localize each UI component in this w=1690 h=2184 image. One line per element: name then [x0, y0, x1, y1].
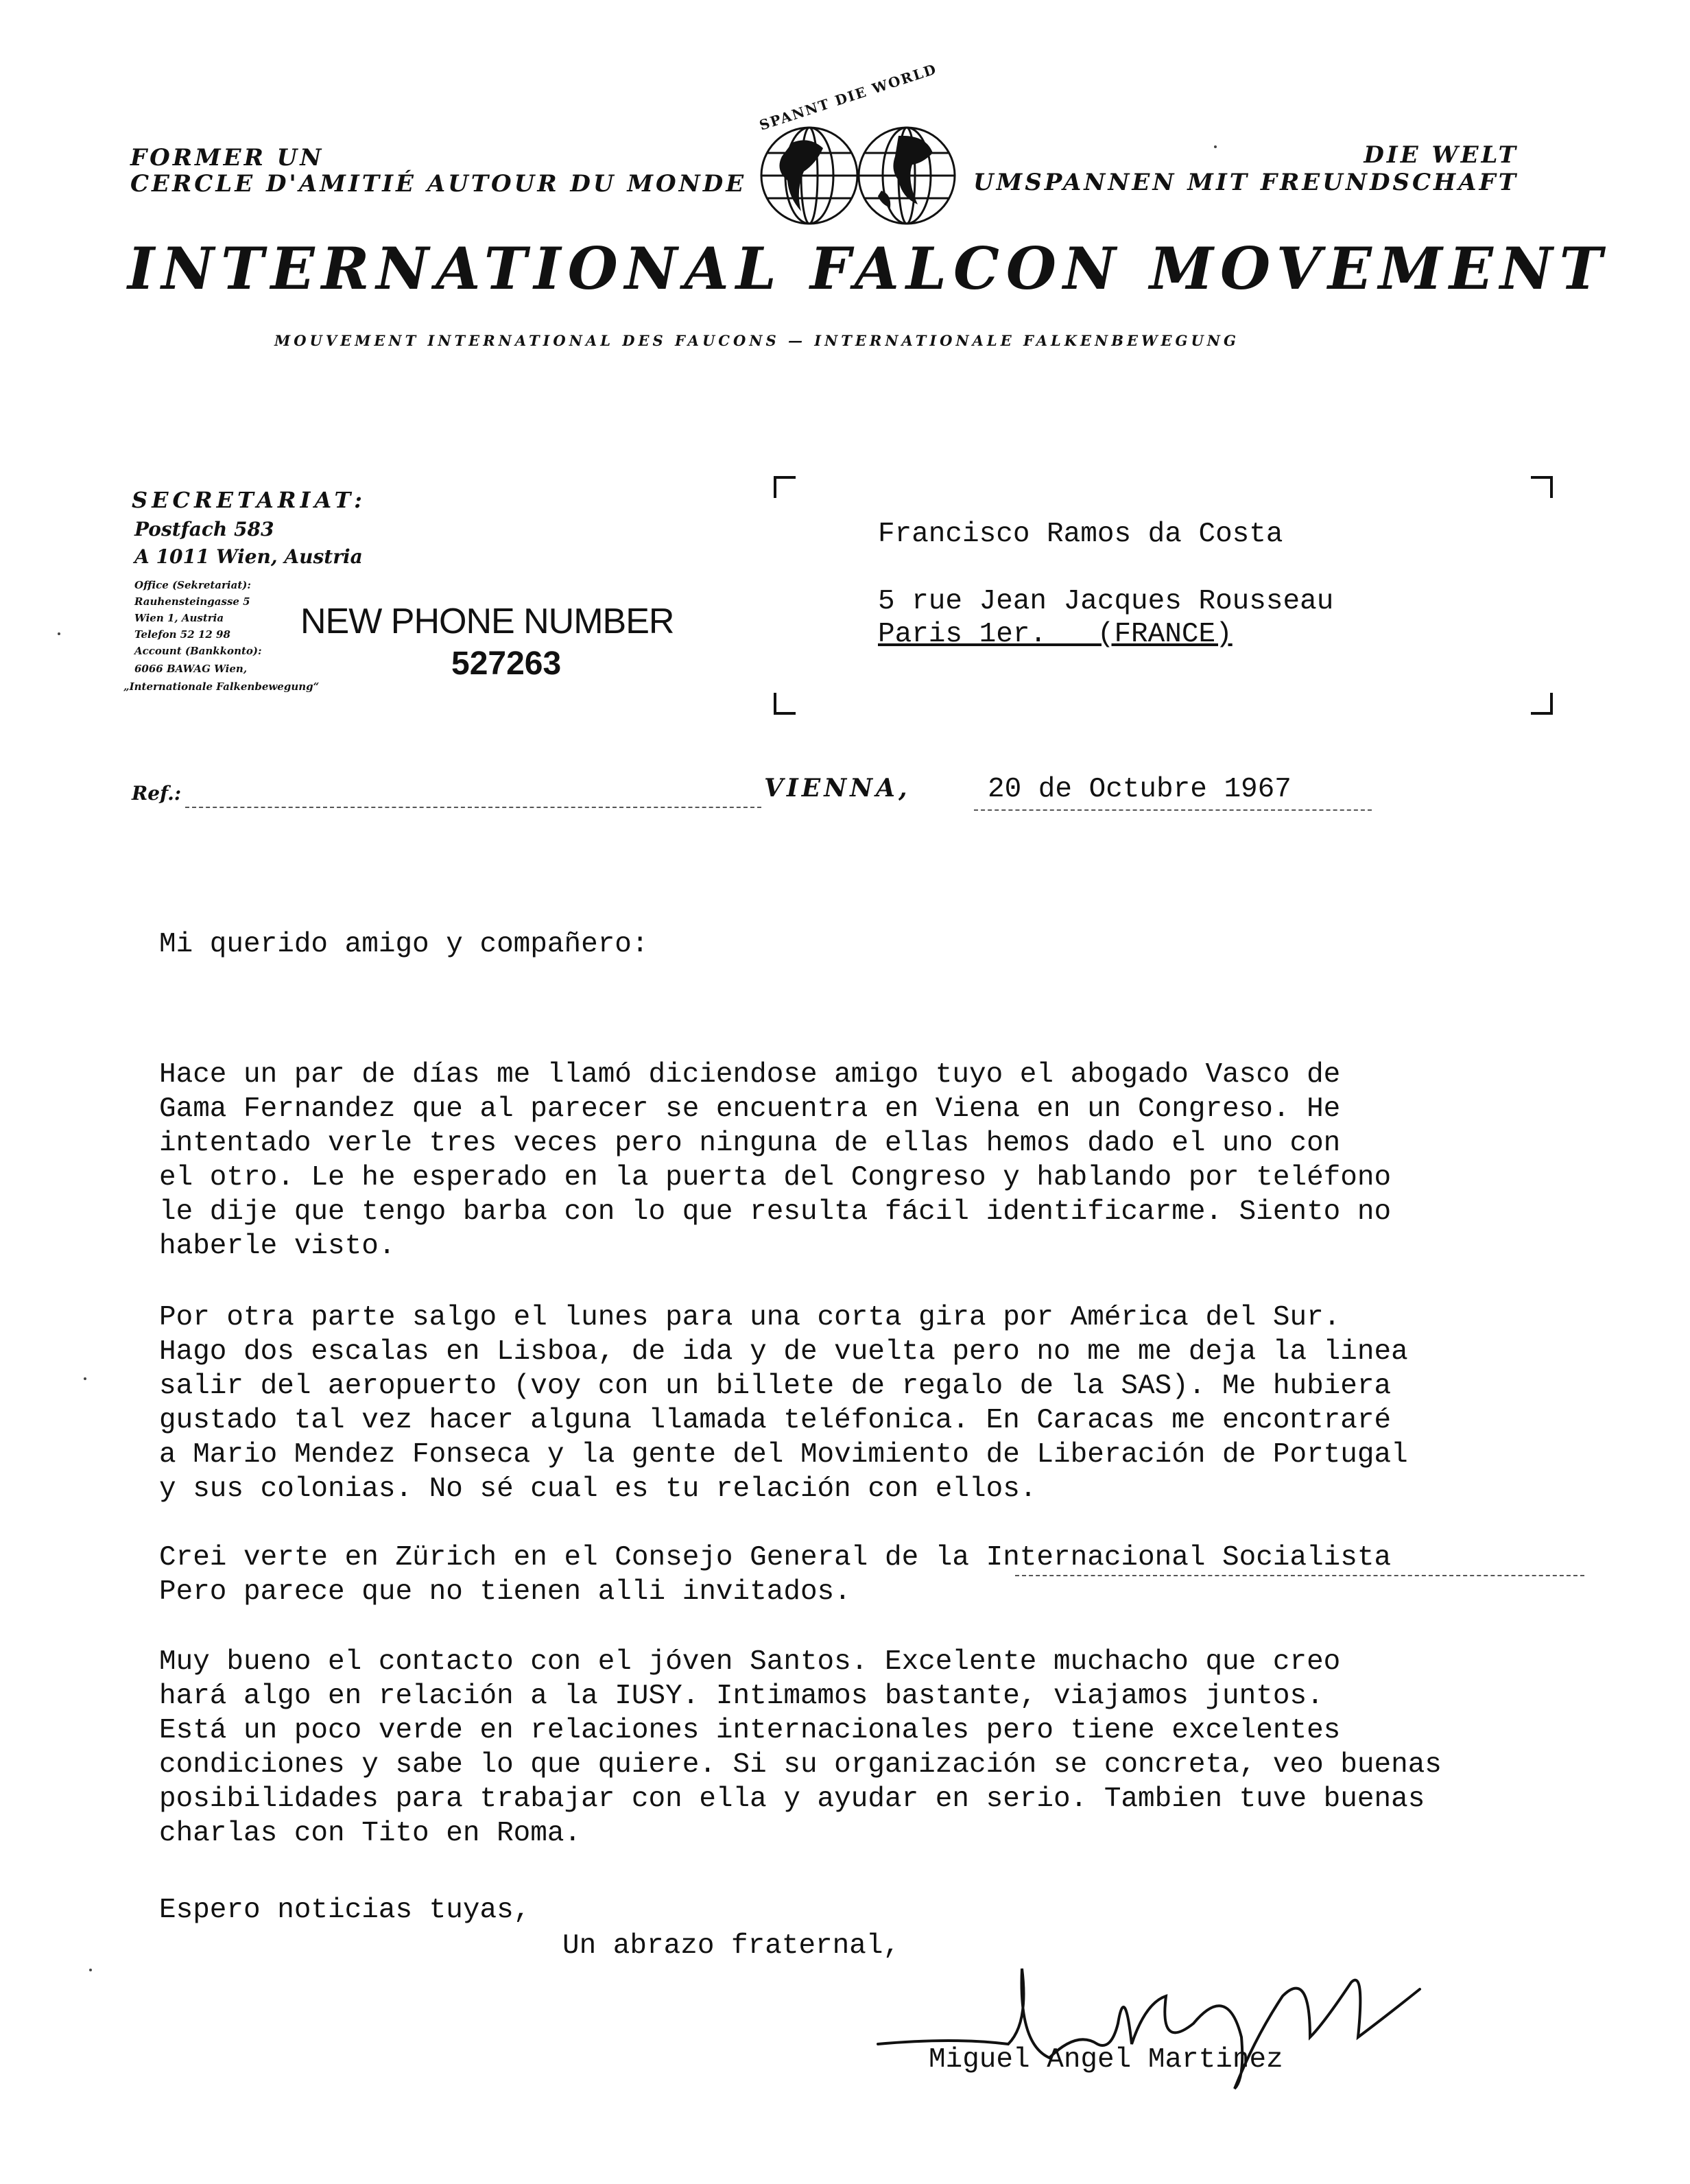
- ref-label: Ref.:: [132, 782, 182, 805]
- svg-text:SPANNT DIE WORLD: SPANNT DIE WORLD: [757, 60, 940, 134]
- letterhead-left-line1: FORMER UN: [130, 144, 324, 171]
- globe-logo: [727, 60, 988, 232]
- paragraph-1-line: el otro. Le he esperado en la puerta del Congreso y hablando por teléfono: [159, 1162, 1392, 1194]
- secretariat-postfach: Postfach 583: [134, 518, 274, 541]
- secretariat-account-name: „Internationale Falkenbewegung“: [123, 680, 320, 693]
- paragraph-4: [159, 1645, 1531, 1851]
- salutation: Mi querido amigo y compañero:: [159, 929, 649, 960]
- letterhead-right-line2: UMSPANNEN MIT FREUNDSCHAFT: [973, 169, 1519, 196]
- paragraph-4-line: hará algo en relación a la IUSY. Intimamos bastante, viajamos juntos.: [159, 1681, 1324, 1712]
- paragraph-2-line: Hago dos escalas en Lisboa, de ida y de vuelta pero no me me deja la linea: [159, 1336, 1408, 1368]
- recipient-street: 5 rue Jean Jacques Rousseau: [878, 586, 1334, 617]
- signature-name: Miguel Angel Martinez: [929, 2044, 1283, 2076]
- secretariat-city: A 1011 Wien, Austria: [134, 545, 363, 568]
- date-dotted-line: [974, 809, 1372, 811]
- address-corner-bottom-left: [774, 693, 796, 715]
- letterhead-right-line1: DIE WELT: [1364, 141, 1519, 169]
- paragraph-4-line: charlas con Tito en Roma.: [159, 1818, 582, 1849]
- paragraph-2-line: gustado tal vez hacer alguna llamada teléfonica. En Caracas me encontraré: [159, 1405, 1392, 1436]
- paragraph-2-line: Por otra parte salgo el lunes para una corta gira por América del Sur.: [159, 1302, 1341, 1333]
- paragraph-2-line: a Mario Mendez Fonseca y la gente del Movimiento de Liberación de Portugal: [159, 1439, 1408, 1471]
- paragraph-3-line: Pero parece que no tienen alli invitados.: [159, 1576, 851, 1608]
- stray-mark: [1214, 145, 1217, 148]
- paragraph-1-line: Hace un par de días me llamó diciendose amigo tuyo el abogado Vasco de: [159, 1059, 1341, 1091]
- place-label: VIENNA,: [764, 774, 911, 803]
- secretariat-office-street: Rauhensteingasse 5: [134, 595, 250, 608]
- address-corner-top-left: [774, 476, 796, 498]
- organization-title: INTERNATIONAL FALCON MOVEMENT: [128, 235, 1610, 302]
- secretariat-office-city: Wien 1, Austria: [134, 612, 224, 624]
- paragraph-1-line: haberle visto.: [159, 1231, 396, 1262]
- secretariat-office-label: Office (Sekretariat):: [134, 579, 251, 591]
- new-phone-label: NEW PHONE NUMBER: [300, 602, 674, 641]
- address-corner-bottom-right: [1531, 693, 1553, 715]
- paragraph-4-line: Está un poco verde en relaciones internacionales pero tiene excelentes: [159, 1715, 1341, 1746]
- stray-mark: [58, 632, 60, 635]
- paragraph-4-line: condiciones y sabe lo que quiere. Si su organización se concreta, veo buenas: [159, 1749, 1442, 1781]
- paragraph-1: [159, 1058, 1531, 1263]
- stray-mark: [89, 1969, 92, 1971]
- stray-mark: [84, 1377, 86, 1380]
- organization-subtitle: MOUVEMENT INTERNATIONAL DES FAUCONS — INTERNATIONALE FALKENBEWEGUNG: [274, 332, 1239, 349]
- new-phone-number: 527263: [451, 645, 562, 682]
- secretariat-heading: SECRETARIAT:: [132, 487, 366, 513]
- paragraph-2-line: salir del aeropuerto (voy con un billete de regalo de la SAS). Me hubiera: [159, 1370, 1392, 1402]
- letterhead-left-line2: CERCLE D'AMITIÉ AUTOUR DU MONDE: [130, 170, 747, 198]
- paragraph-2: [159, 1301, 1531, 1506]
- ref-dotted-line: [185, 807, 761, 808]
- paragraph-4-line: posibilidades para trabajar con ella y ayudar en serio. Tambien tuve buenas: [159, 1783, 1425, 1815]
- secretariat-telefon: Telefon 52 12 98: [134, 628, 230, 641]
- letter-date: 20 de Octubre 1967: [988, 774, 1292, 805]
- paragraph-3-trailing-line: [1015, 1575, 1584, 1576]
- paragraph-1-line: Gama Fernandez que al parecer se encuentra en Viena en un Congreso. He: [159, 1093, 1341, 1125]
- paragraph-1-line: intentado verle tres veces pero ninguna de ellas hemos dado el uno con: [159, 1128, 1341, 1159]
- paragraph-4-line: Muy bueno el contacto con el jóven Santos. Excelente muchacho que creo: [159, 1646, 1341, 1678]
- closing-line-1: Espero noticias tuyas,: [159, 1895, 531, 1926]
- paragraph-3-line: Crei verte en Zürich en el Consejo General de la Internacional Socialista: [159, 1542, 1392, 1574]
- recipient-name: Francisco Ramos da Costa: [878, 519, 1283, 550]
- secretariat-account-label: Account (Bankkonto):: [134, 645, 262, 657]
- secretariat-account-number: 6066 BAWAG Wien,: [134, 663, 248, 675]
- address-corner-top-right: [1531, 476, 1553, 498]
- paragraph-1-line: le dije que tengo barba con lo que resulta fácil identificarme. Siento no: [159, 1196, 1392, 1228]
- recipient-city: Paris 1er. (FRANCE): [878, 619, 1233, 650]
- closing-line-2: Un abrazo fraternal,: [562, 1930, 901, 1962]
- paragraph-2-line: y sus colonias. No sé cual es tu relación con ellos.: [159, 1473, 1037, 1505]
